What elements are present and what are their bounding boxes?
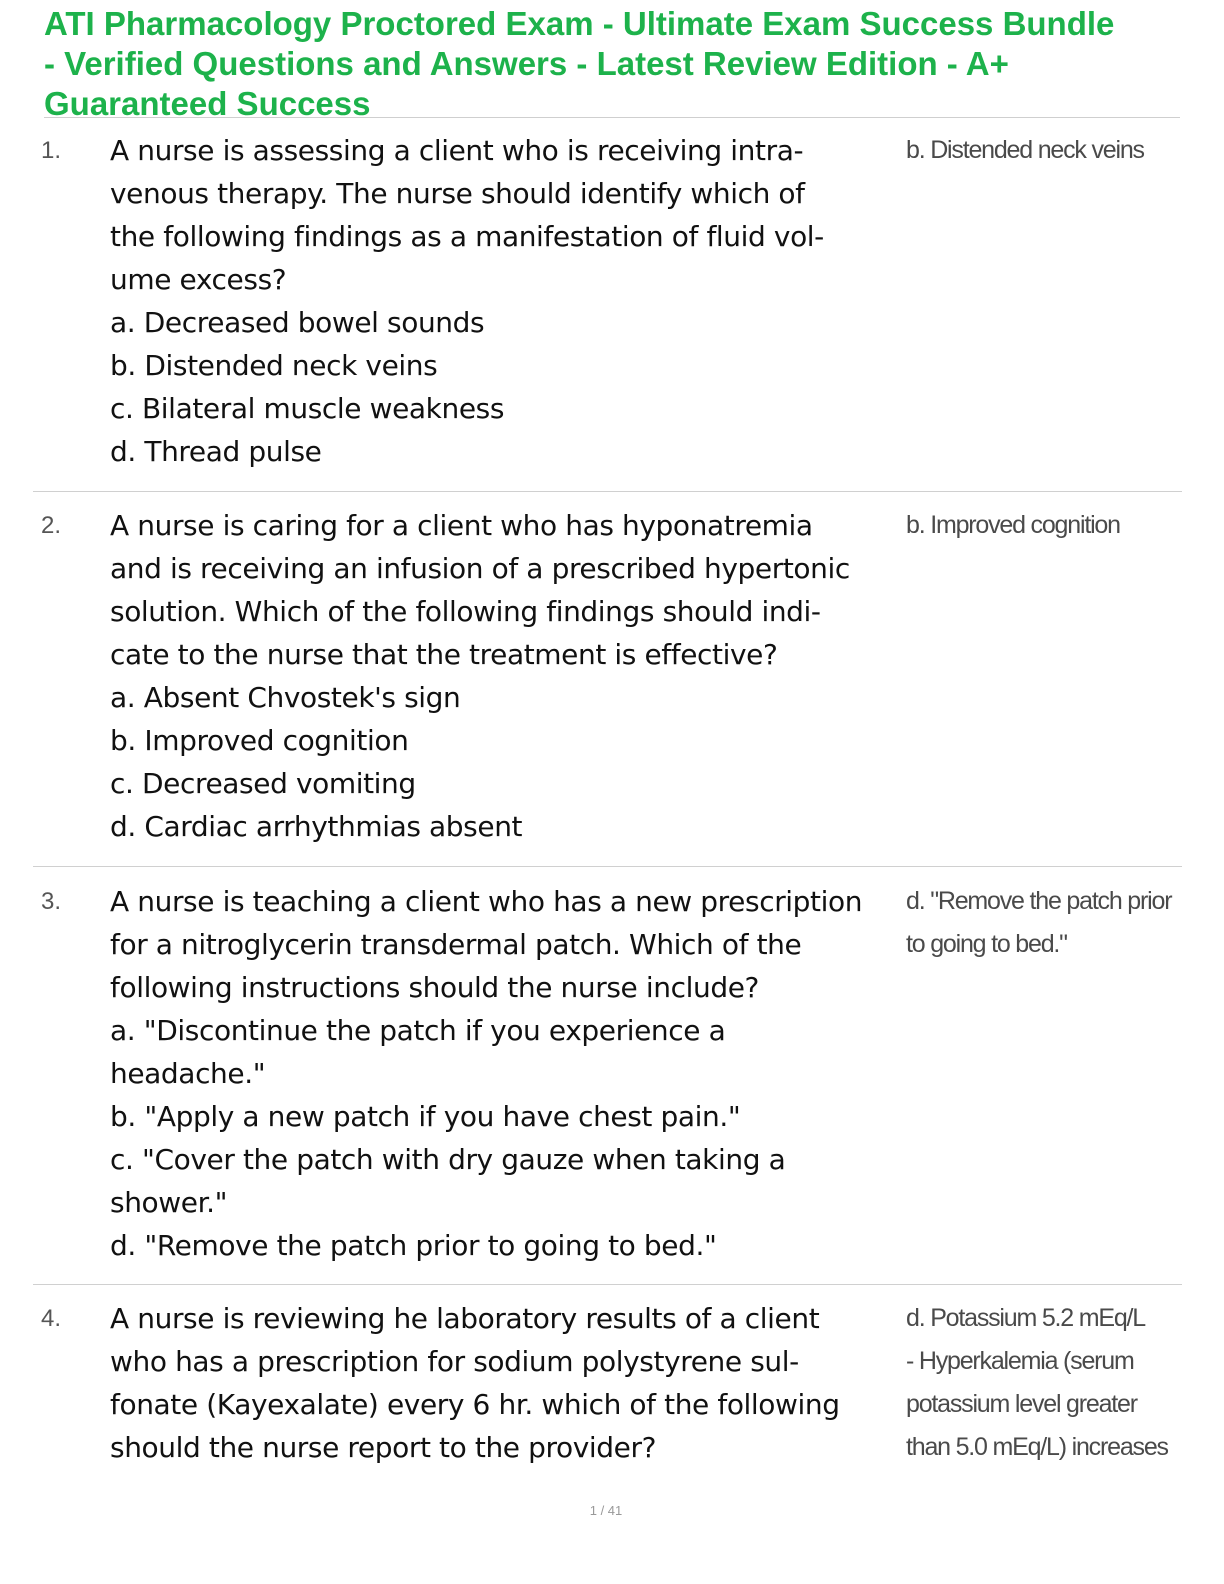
question-number: 1. bbox=[41, 137, 62, 164]
option-line: shower." bbox=[110, 1186, 228, 1219]
answer-line: b. Distended neck veins bbox=[906, 136, 1144, 164]
question-line: fonate (Kayexalate) every 6 hr. which of the following bbox=[110, 1388, 840, 1421]
answer-text bbox=[906, 129, 1182, 172]
option-line: a. Absent Chvostek's sign bbox=[110, 681, 461, 714]
answer-text bbox=[906, 504, 1182, 547]
question-line: the following findings as a manifestation of fluid vol- bbox=[110, 220, 824, 253]
question-text bbox=[110, 880, 900, 1267]
option-line: b. "Apply a new patch if you have chest pain." bbox=[110, 1100, 741, 1133]
question-text bbox=[110, 1297, 900, 1469]
question-divider bbox=[33, 866, 1182, 867]
answer-line: - Hyperkalemia (serum bbox=[906, 1347, 1134, 1375]
question-divider bbox=[33, 1284, 1182, 1285]
answer-line: potassium level greater bbox=[906, 1390, 1137, 1418]
title-line: Guaranteed Success bbox=[44, 85, 371, 122]
question-text bbox=[110, 129, 900, 473]
option-line: headache." bbox=[110, 1057, 266, 1090]
option-line: b. Distended neck veins bbox=[110, 349, 438, 382]
question-line: following instructions should the nurse include? bbox=[110, 971, 759, 1004]
answer-line: than 5.0 mEq/L) increases bbox=[906, 1433, 1168, 1461]
page-number: 1 / 41 bbox=[589, 1503, 623, 1518]
question-line: ume excess? bbox=[110, 263, 287, 296]
option-line: d. Thread pulse bbox=[110, 435, 322, 468]
question-line: A nurse is teaching a client who has a new prescription bbox=[110, 885, 863, 918]
question-line: A nurse is reviewing he laboratory results of a client bbox=[110, 1302, 820, 1335]
option-line: c. Bilateral muscle weakness bbox=[110, 392, 505, 425]
question-number: 3. bbox=[41, 888, 62, 915]
question-line: for a nitroglycerin transdermal patch. Which of the bbox=[110, 928, 802, 961]
answer-text bbox=[906, 880, 1182, 966]
option-line: a. "Discontinue the patch if you experience a bbox=[110, 1014, 726, 1047]
question-line: should the nurse report to the provider? bbox=[110, 1431, 657, 1464]
document-title bbox=[44, 4, 1204, 124]
question-line: A nurse is assessing a client who is receiving intra- bbox=[110, 134, 804, 167]
option-line: d. Cardiac arrhythmias absent bbox=[110, 810, 523, 843]
answer-text bbox=[906, 1297, 1182, 1469]
question-line: A nurse is caring for a client who has hyponatremia bbox=[110, 509, 813, 542]
option-line: c. Decreased vomiting bbox=[110, 767, 416, 800]
question-divider bbox=[33, 491, 1182, 492]
question-line: venous therapy. The nurse should identify which of bbox=[110, 177, 805, 210]
title-line: ATI Pharmacology Proctored Exam - Ultimate Exam Success Bundle bbox=[44, 5, 1115, 42]
answer-line: d. "Remove the patch prior bbox=[906, 887, 1172, 915]
option-line: d. "Remove the patch prior to going to bed." bbox=[110, 1229, 717, 1262]
option-line: b. Improved cognition bbox=[110, 724, 409, 757]
question-line: solution. Which of the following findings should indi- bbox=[110, 595, 821, 628]
question-number: 2. bbox=[41, 512, 62, 539]
question-text bbox=[110, 504, 900, 848]
title-line: - Verified Questions and Answers - Latest Review Edition - A+ bbox=[44, 45, 1009, 82]
question-line: cate to the nurse that the treatment is effective? bbox=[110, 638, 778, 671]
question-line: and is receiving an infusion of a prescribed hypertonic bbox=[110, 552, 850, 585]
option-line: c. "Cover the patch with dry gauze when taking a bbox=[110, 1143, 786, 1176]
answer-line: d. Potassium 5.2 mEq/L bbox=[906, 1304, 1146, 1332]
title-divider bbox=[44, 117, 1180, 118]
question-number: 4. bbox=[41, 1305, 62, 1332]
answer-line: b. Improved cognition bbox=[906, 511, 1120, 539]
answer-line: to going to bed." bbox=[906, 930, 1067, 958]
question-line: who has a prescription for sodium polystyrene sul- bbox=[110, 1345, 799, 1378]
option-line: a. Decreased bowel sounds bbox=[110, 306, 485, 339]
